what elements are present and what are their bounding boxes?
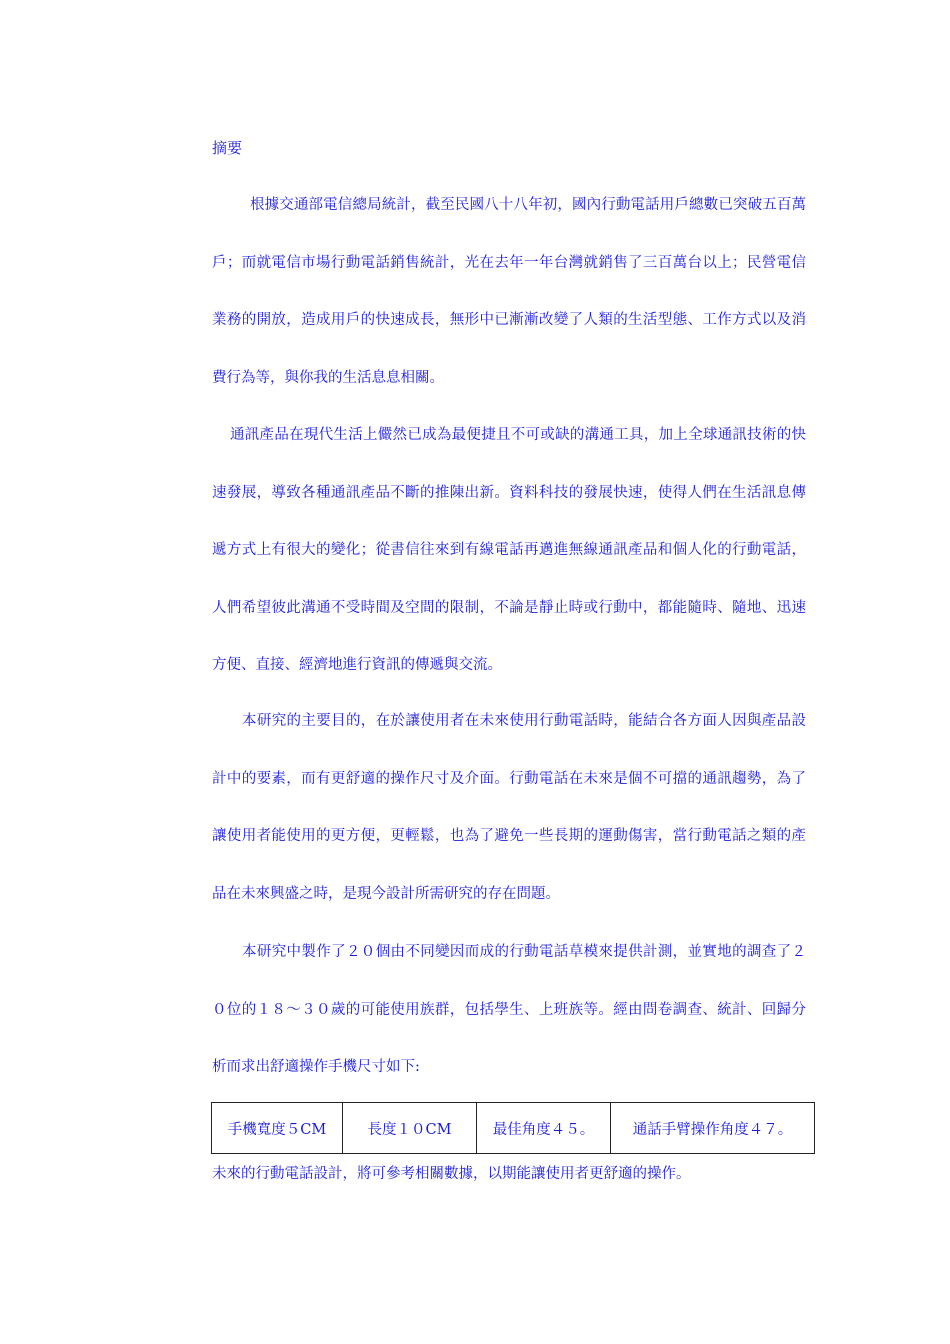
closing-sentence: 未來的行動電話設計，將可參考相關數據，以期能讓使用者更舒適的操作。 — [212, 1166, 691, 1182]
table-cell-best-angle: 最佳角度４５。 — [477, 1103, 611, 1154]
abstract-paragraph-1: 根據交通部電信總局統計，截至民國八十八年初，國內行動電話用戶總數已突破五百萬戶；而就電信市場行動電話銷售統計，光在去年一年台灣就銷售了三百萬台以上；民營電信業務的開放，造成用戶的快速成長，無形中已漸漸改變了人類的生活型態、工作方式以及消費行為等，與你我的生活息息相關。 — [212, 197, 806, 386]
table-cell-phone-width: 手機寬度５CM — [212, 1103, 343, 1154]
abstract-paragraph-3: 本研究的主要目的，在於讓使用者在未來使用行動電話時，能結合各方面人因與產品設計中的要素，而有更舒適的操作尺寸及介面。行動電話在未來是個不可擋的通訊趨勢，為了讓使用者能使用的更方便，更輕鬆，也為了避免一些長期的運動傷害，當行動電話之類的產品在未來興盛之時，是現今設計所需研究的存在問題。 — [212, 713, 806, 902]
table-cell-length: 長度１０CM — [343, 1103, 477, 1154]
abstract-paragraph-2: 通訊產品在現代生活上儼然已成為最便捷且不可或缺的溝通工具，加上全球通訊技術的快速發展，導致各種通訊產品不斷的推陳出新。資料科技的發展快速，使得人們在生活訊息傳遞方式上有很大的變化；從書信往來到有線電話再邁進無線通訊產品和個人化的行動電話，人們希望彼此溝通不受時間及空間的限制，不論是靜止時或行動中，都能隨時、隨地、迅速方便、直接、經濟地進行資訊的傳遞與交流。 — [212, 427, 806, 673]
dimensions-table — [211, 1102, 815, 1154]
abstract-paragraph-4: 本研究中製作了２０個由不同變因而成的行動電話草模來提供計測，並實地的調查了２０位的１８～３０歲的可能使用族群，包括學生、上班族等。經由問卷調查、統計、回歸分析而求出舒適操作手機尺寸如下: — [212, 944, 806, 1075]
table-cell-arm-angle: 通話手臂操作角度４７。 — [611, 1103, 815, 1154]
abstract-heading: 摘要 — [212, 139, 243, 157]
table-row — [212, 1103, 815, 1154]
